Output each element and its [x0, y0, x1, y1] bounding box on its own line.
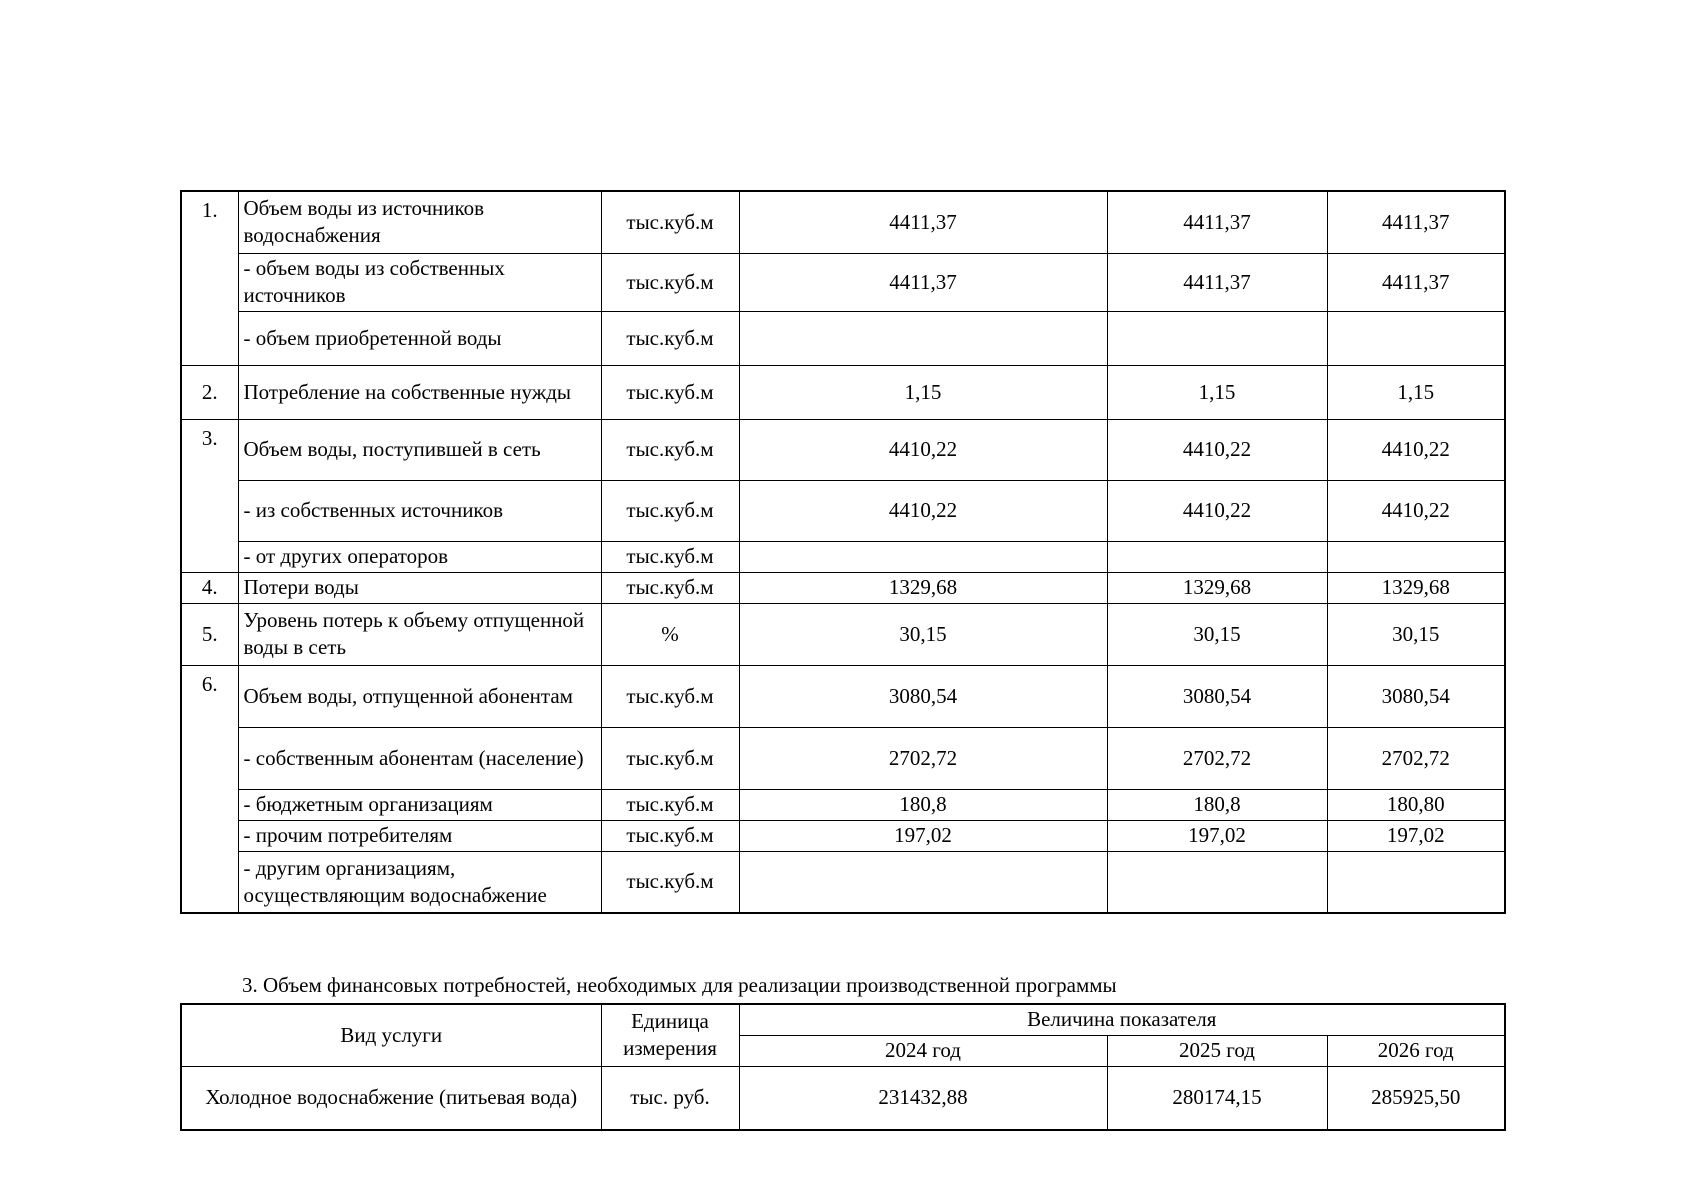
table-row — [181, 419, 1505, 480]
value-2024 — [739, 851, 1107, 913]
value-2024: 30,15 — [739, 603, 1107, 665]
unit-cell: тыс.куб.м — [601, 419, 739, 480]
indicator-name: Объем воды, отпущенной абонентам — [238, 665, 601, 727]
value-2024: 231432,88 — [739, 1066, 1107, 1130]
financial-needs-table — [180, 1003, 1506, 1131]
unit-cell: тыс.куб.м — [601, 789, 739, 820]
table-row — [181, 665, 1505, 727]
indicator-name: - прочим потребителям — [238, 820, 601, 851]
table-row — [181, 727, 1505, 789]
value-2025: 4410,22 — [1107, 419, 1327, 480]
value-2025 — [1107, 851, 1327, 913]
value-2026: 4410,22 — [1327, 480, 1505, 541]
unit-cell: тыс.куб.м — [601, 820, 739, 851]
row-number: 3. — [181, 419, 238, 572]
value-2026: 180,80 — [1327, 789, 1505, 820]
service-name: Холодное водоснабжение (питьевая вода) — [181, 1066, 601, 1130]
value-2024: 3080,54 — [739, 665, 1107, 727]
row-number: 5. — [181, 603, 238, 665]
row-number: 6. — [181, 665, 238, 913]
unit-cell: тыс.куб.м — [601, 253, 739, 311]
value-2025: 1,15 — [1107, 365, 1327, 419]
unit-cell: тыс.куб.м — [601, 572, 739, 603]
production-indicators-table — [180, 190, 1506, 914]
value-2024 — [739, 311, 1107, 365]
table-row — [181, 1066, 1505, 1130]
value-2025: 1329,68 — [1107, 572, 1327, 603]
indicator-name: Объем воды из источников водоснабжения — [238, 191, 601, 253]
indicator-name: - из собственных источников — [238, 480, 601, 541]
unit-cell: тыс.куб.м — [601, 727, 739, 789]
table-row — [181, 365, 1505, 419]
indicator-name: Потери воды — [238, 572, 601, 603]
table-row — [181, 851, 1505, 913]
value-2026: 4411,37 — [1327, 253, 1505, 311]
value-2024: 2702,72 — [739, 727, 1107, 789]
year-header-2026: 2026 год — [1327, 1035, 1505, 1066]
value-2025: 197,02 — [1107, 820, 1327, 851]
table-row — [181, 820, 1505, 851]
value-header: Величина показателя — [739, 1004, 1505, 1035]
indicator-name: Уровень потерь к объему отпущенной воды в сеть — [238, 603, 601, 665]
value-2024: 180,8 — [739, 789, 1107, 820]
value-2026: 197,02 — [1327, 820, 1505, 851]
table-row — [181, 253, 1505, 311]
value-2024: 1329,68 — [739, 572, 1107, 603]
unit-cell: тыс.куб.м — [601, 665, 739, 727]
indicator-name: - от других операторов — [238, 541, 601, 572]
unit-cell: тыс. руб. — [601, 1066, 739, 1130]
value-2024: 4411,37 — [739, 253, 1107, 311]
value-2026: 285925,50 — [1327, 1066, 1505, 1130]
table-row — [181, 541, 1505, 572]
value-2025: 4411,37 — [1107, 253, 1327, 311]
value-2025: 4411,37 — [1107, 191, 1327, 253]
value-2025: 30,15 — [1107, 603, 1327, 665]
value-2025: 3080,54 — [1107, 665, 1327, 727]
value-2026: 2702,72 — [1327, 727, 1505, 789]
header-row — [181, 1004, 1505, 1035]
table-row — [181, 572, 1505, 603]
indicator-name: Потребление на собственные нужды — [238, 365, 601, 419]
service-header: Вид услуги — [181, 1004, 601, 1066]
value-2024: 4410,22 — [739, 419, 1107, 480]
table-row — [181, 603, 1505, 665]
section-3-caption: 3. Объем финансовых потребностей, необходимых для реализации производственной программы — [242, 973, 1117, 997]
value-2026 — [1327, 311, 1505, 365]
unit-cell: тыс.куб.м — [601, 541, 739, 572]
value-2025 — [1107, 311, 1327, 365]
value-2024: 1,15 — [739, 365, 1107, 419]
value-2026: 1,15 — [1327, 365, 1505, 419]
value-2025: 280174,15 — [1107, 1066, 1327, 1130]
indicator-name: - объем приобретенной воды — [238, 311, 601, 365]
value-2025 — [1107, 541, 1327, 572]
table-row — [181, 191, 1505, 253]
row-number: 4. — [181, 572, 238, 603]
indicator-name: - бюджетным организациям — [238, 789, 601, 820]
table-row — [181, 789, 1505, 820]
value-2024: 197,02 — [739, 820, 1107, 851]
unit-cell: тыс.куб.м — [601, 365, 739, 419]
indicator-name: - другим организациям, осуществляющим водоснабжение — [238, 851, 601, 913]
value-2025: 4410,22 — [1107, 480, 1327, 541]
value-2026: 1329,68 — [1327, 572, 1505, 603]
value-2026: 3080,54 — [1327, 665, 1505, 727]
unit-header: Единица измерения — [601, 1004, 739, 1066]
unit-cell: % — [601, 603, 739, 665]
value-2024: 4410,22 — [739, 480, 1107, 541]
value-2025: 180,8 — [1107, 789, 1327, 820]
value-2026: 4410,22 — [1327, 419, 1505, 480]
unit-cell: тыс.куб.м — [601, 480, 739, 541]
year-header-2025: 2025 год — [1107, 1035, 1327, 1066]
table-row — [181, 311, 1505, 365]
value-2024 — [739, 541, 1107, 572]
table-row — [181, 480, 1505, 541]
row-number: 1. — [181, 191, 238, 365]
value-2026: 30,15 — [1327, 603, 1505, 665]
unit-cell: тыс.куб.м — [601, 851, 739, 913]
value-2024: 4411,37 — [739, 191, 1107, 253]
indicator-name: Объем воды, поступившей в сеть — [238, 419, 601, 480]
unit-cell: тыс.куб.м — [601, 311, 739, 365]
value-2025: 2702,72 — [1107, 727, 1327, 789]
row-number: 2. — [181, 365, 238, 419]
year-header-2024: 2024 год — [739, 1035, 1107, 1066]
value-2026: 4411,37 — [1327, 191, 1505, 253]
indicator-name: - объем воды из собственных источников — [238, 253, 601, 311]
unit-cell: тыс.куб.м — [601, 191, 739, 253]
value-2026 — [1327, 541, 1505, 572]
indicator-name: - собственным абонентам (население) — [238, 727, 601, 789]
value-2026 — [1327, 851, 1505, 913]
